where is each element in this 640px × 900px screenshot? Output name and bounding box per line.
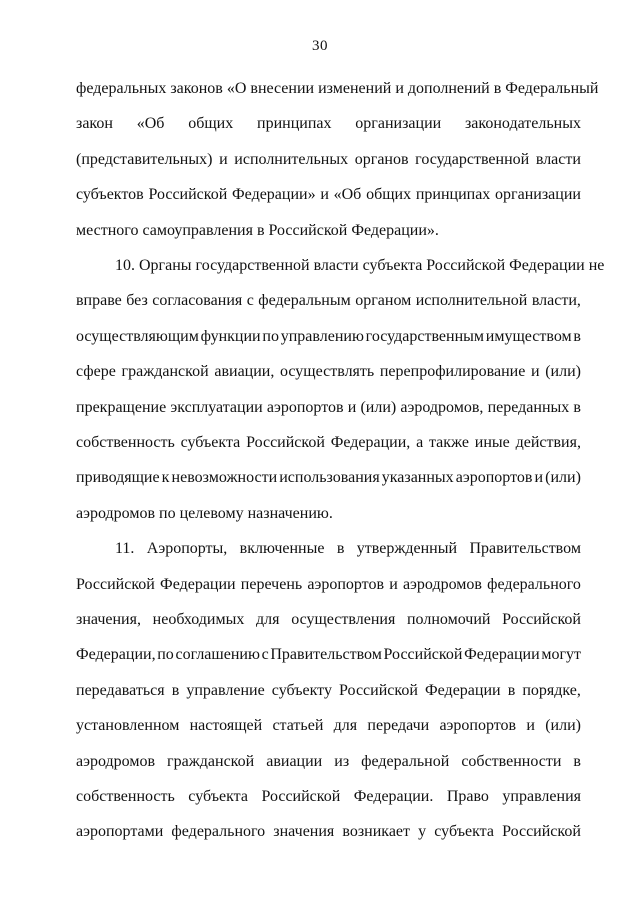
text-line	[76, 115, 581, 133]
text-word: а	[416, 434, 424, 451]
text-word: переданных	[487, 398, 570, 416]
text-word: установленном	[76, 717, 180, 735]
text-word: Федерации,	[330, 434, 411, 451]
text-word: и	[531, 363, 540, 381]
text-word: аэродромов	[402, 575, 482, 593]
text-line	[76, 611, 581, 629]
text-word: организации	[355, 115, 442, 133]
text-word: значения,	[76, 611, 141, 628]
text-word: субъекта	[434, 823, 494, 841]
text-word: Федерации	[464, 646, 540, 664]
text-word: общих	[366, 186, 412, 204]
text-word: необходимых	[152, 611, 245, 628]
text-word: аэропортов	[439, 717, 517, 735]
text-word: субъектов	[76, 186, 144, 204]
text-word: указанных	[381, 469, 454, 487]
text-word: Федерации	[425, 681, 501, 699]
text-word: по	[262, 327, 279, 345]
text-word: в	[336, 540, 345, 558]
text-word: у	[418, 823, 427, 841]
text-word: власти,	[531, 292, 581, 310]
text-word: функции	[200, 327, 261, 345]
text-word: в	[507, 681, 516, 699]
text-word: Федерации.	[353, 788, 434, 805]
text-line: аэродромов по целевому назначению.	[76, 504, 333, 522]
text-word: передаваться	[76, 681, 165, 699]
text-line	[76, 682, 581, 700]
text-word: возникает	[342, 823, 411, 841]
text-word: аэропортами	[76, 823, 164, 841]
text-word: федеральным	[258, 292, 351, 310]
text-word: Российской	[339, 681, 418, 699]
text-word: Федерации»	[232, 186, 316, 204]
text-word: Аэропорты,	[146, 540, 228, 558]
text-word: включенные	[239, 540, 325, 558]
text-word: управления	[502, 788, 581, 805]
text-word: имуществом	[485, 327, 572, 345]
text-word: власти	[535, 150, 581, 168]
text-word: Российской	[502, 823, 581, 841]
text-word: из	[334, 752, 350, 770]
text-word: исполнительной	[415, 292, 528, 310]
text-word: принципах	[257, 115, 332, 133]
text-word: и	[534, 469, 544, 487]
text-word: в	[573, 752, 581, 770]
text-word: федерального	[171, 823, 266, 841]
text-word: государственным	[365, 327, 484, 345]
text-word: федерального	[487, 575, 581, 593]
text-word: Российской	[383, 646, 463, 664]
text-word: Российской	[502, 611, 581, 628]
text-word: собственности	[461, 752, 562, 770]
text-word: могут	[541, 646, 581, 664]
text-word: по	[157, 646, 174, 664]
text-line	[76, 151, 581, 169]
text-word: сфере	[76, 363, 116, 381]
text-word: субъекту	[271, 681, 332, 699]
text-word: эксплуатации	[170, 398, 263, 416]
text-word: исполнительных	[234, 150, 349, 168]
text-word: гражданской	[121, 363, 209, 381]
text-word: «Об	[333, 186, 362, 204]
text-line	[76, 646, 581, 664]
text-word: также	[428, 434, 469, 451]
text-word: аэродромов	[76, 752, 156, 770]
text-line: федеральных законов «О внесении изменений и дополнений в Федеральный	[76, 80, 599, 97]
text-word: приводящие	[76, 469, 160, 487]
text-word: полномочий	[406, 611, 491, 628]
text-word: Федерации,	[76, 646, 156, 664]
text-word: использования	[279, 469, 380, 487]
text-word: авиации	[266, 752, 323, 770]
text-word: Федерации	[160, 575, 236, 593]
text-line	[76, 753, 581, 771]
text-word: 11.	[115, 540, 135, 558]
text-line	[76, 788, 581, 806]
page-number: 30	[312, 38, 328, 54]
text-word: гражданской	[167, 752, 255, 770]
text-word: организации	[495, 186, 581, 204]
text-word: и	[389, 575, 398, 593]
text-word: Правительством	[270, 646, 382, 664]
text-word: иные	[474, 434, 510, 451]
text-word: и	[320, 186, 329, 204]
text-word: настоящей	[189, 717, 263, 735]
text-line	[76, 186, 581, 204]
text-word: осуществлять	[280, 363, 375, 381]
text-word: Правительством	[469, 540, 581, 558]
text-word: без	[126, 292, 148, 310]
text-word: с	[246, 292, 254, 310]
text-word: Российской	[261, 788, 341, 805]
text-line	[76, 717, 581, 735]
text-word: перечень	[240, 575, 303, 593]
text-word: и	[347, 398, 357, 416]
text-line	[76, 292, 581, 310]
text-word: принципах	[415, 186, 491, 204]
text-word: в	[573, 398, 581, 416]
text-word: (или)	[545, 717, 581, 735]
text-word: невозможности	[171, 469, 278, 487]
text-line	[76, 434, 581, 452]
text-word: вправе	[76, 292, 122, 310]
text-word: федеральной	[361, 752, 450, 770]
text-line	[76, 363, 581, 381]
text-word: (или)	[360, 398, 397, 416]
text-word: с	[261, 646, 269, 664]
text-word: (или)	[545, 363, 581, 381]
text-word: (или)	[545, 469, 581, 487]
text-word: утвержденный	[356, 540, 458, 558]
text-word: значения	[273, 823, 335, 841]
text-line: местного самоуправления в Российской Федерации».	[76, 221, 439, 239]
text-word: действия,	[515, 434, 581, 451]
text-word: авиации,	[214, 363, 275, 381]
text-word: управление	[186, 681, 265, 699]
text-line	[76, 399, 581, 417]
text-line	[76, 469, 581, 487]
text-word: осуществляющим	[76, 327, 199, 345]
text-line	[76, 823, 581, 841]
text-word: порядке,	[522, 681, 581, 699]
text-word: Право	[446, 788, 489, 805]
text-word: к	[161, 469, 170, 487]
text-word: государственной	[415, 150, 530, 168]
text-word: (представительных)	[76, 150, 213, 168]
text-line	[76, 576, 581, 594]
text-word: законодательных	[464, 115, 581, 133]
text-word: Российской	[148, 186, 228, 204]
text-word: и	[526, 717, 535, 735]
text-word: в	[573, 327, 581, 345]
text-word: аэродромов,	[400, 398, 484, 416]
text-word: закон	[76, 115, 113, 133]
text-word: органом	[355, 292, 412, 310]
text-word: аэропортов	[307, 575, 385, 593]
text-word: передачи	[367, 717, 430, 735]
text-word: осуществления	[291, 611, 396, 628]
text-word: общих	[188, 115, 234, 133]
text-word: «Об	[136, 115, 165, 133]
text-word: субъекта	[180, 434, 241, 451]
text-word: органов	[354, 150, 409, 168]
text-word: в	[171, 681, 180, 699]
text-word: согласования	[152, 292, 243, 310]
text-word: перепрофилирование	[379, 363, 526, 381]
text-word: статьей	[272, 717, 324, 735]
text-line	[115, 540, 581, 558]
text-line: 10. Органы государственной власти субъекта Российской Федерации не	[115, 257, 605, 274]
text-word: собственность	[76, 434, 175, 451]
text-line	[76, 328, 581, 346]
text-word: аэропортов	[455, 469, 533, 487]
text-word: субъекта	[188, 788, 248, 805]
text-word: аэропортов	[266, 398, 344, 416]
text-word: и	[219, 150, 228, 168]
text-word: для	[256, 611, 280, 628]
text-word: для	[333, 717, 358, 735]
text-word: прекращение	[76, 398, 167, 416]
text-word: управлению	[280, 327, 364, 345]
text-word: Российской	[246, 434, 325, 451]
text-word: Российской	[76, 575, 155, 593]
text-word: соглашению	[175, 646, 260, 664]
text-word: собственность	[76, 788, 175, 805]
